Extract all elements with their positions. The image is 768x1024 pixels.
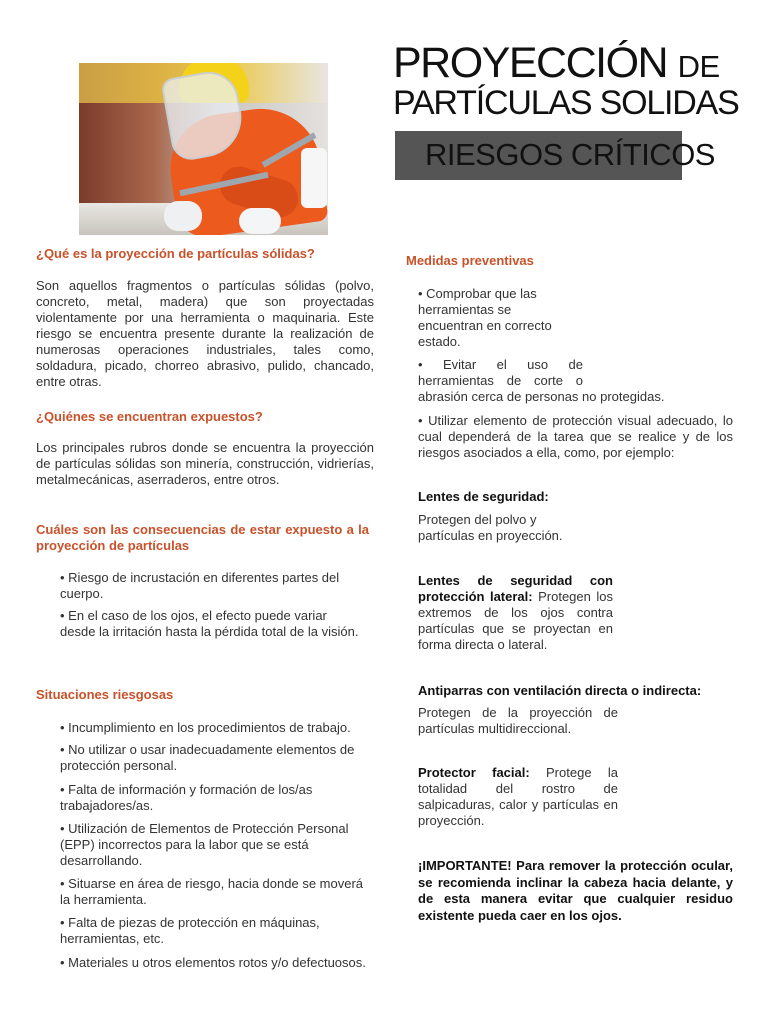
section-heading-risky-situations: Situaciones riesgosas bbox=[36, 687, 174, 702]
list-item-continued: abrasión cerca de personas no protegidas. bbox=[418, 389, 665, 404]
page-title-line2: PARTÍCULAS SOLIDAS bbox=[393, 84, 739, 122]
list-item: • No utilizar o usar inadecuadamente elementos de protección personal. bbox=[60, 742, 355, 773]
list-item: • Materiales u otros elementos rotos y/o defectuosos. bbox=[60, 955, 366, 970]
list-item: • Situarse en área de riesgo, hacia donde se moverá la herramienta. bbox=[60, 876, 364, 907]
list-item: • Comprobar que las herramientas se encuentran en correcto estado. bbox=[418, 286, 552, 349]
goggles-body: Protegen de la proyección de partículas multidireccional. bbox=[418, 705, 618, 736]
worker-photo bbox=[79, 63, 328, 235]
page-title: PROYECCIÓN DE bbox=[393, 39, 720, 87]
section-heading-what: ¿Qué es la proyección de partículas sólidas? bbox=[36, 246, 315, 261]
list-item: • Falta de información y formación de los/as trabajadores/as. bbox=[60, 782, 313, 813]
risk-banner bbox=[395, 131, 715, 180]
section-heading-exposed: ¿Quiénes se encuentran expuestos? bbox=[36, 409, 263, 424]
banner-label: RIESGOS CRÍTICOS bbox=[425, 137, 715, 172]
list-item: • Riesgo de incrustación en diferentes partes del cuerpo. bbox=[60, 570, 340, 601]
section-body-what: Son aquellos fragmentos o partículas sólidas (polvo, concreto, metal, madera) que son proyectadas violentamente por una herramienta o maquinaria. Este riesgo se encuentra presente durante la realización de numerosas operaciones industriales, tales como, soldadura, picado, chorreo abrasivo, pulido, chancado, entre otras. bbox=[36, 278, 374, 389]
important-note: ¡IMPORTANTE! Para remover la protección ocular, se recomienda inclinar la cabeza hacia delante, y de esta manera evitar que cualquier residuo existente pueda caer en los ojos. bbox=[418, 858, 733, 923]
side-protection-item: Lentes de seguridad con protección lateral: Protegen los extremos de los ojos contra partículas que se proyectan en forma directa o lateral. bbox=[418, 573, 613, 652]
section-heading-consequences: Cuáles son las consecuencias de estar expuesto a la proyección de partículas bbox=[36, 522, 369, 553]
list-item: • Utilización de Elementos de Protección Personal (EPP) incorrectos para la labor que se está desarrollando. bbox=[60, 821, 349, 868]
face-shield-item: Protector facial: Protege la totalidad del rostro de salpicaduras, calor y partículas en proyección. bbox=[418, 765, 618, 828]
glasses-body: Protegen del polvo y partículas en proyección. bbox=[418, 512, 563, 543]
section-heading-preventive: Medidas preventivas bbox=[406, 253, 534, 268]
section-body-exposed: Los principales rubros donde se encuentra la proyección de partículas sólidas son minería, construcción, vidrierías, metalmecánicas, aserraderos, entre otros. bbox=[36, 440, 374, 487]
list-item: • Evitar el uso de herramientas de corte o bbox=[418, 357, 583, 388]
list-item: • Utilizar elemento de protección visual adecuado, lo cual dependerá de la tarea que se realice y de los riesgos asociados a ella, como, por ejemplo: bbox=[418, 413, 733, 460]
list-item: • Falta de piezas de protección en máquinas, herramientas, etc. bbox=[60, 915, 320, 946]
list-item: • Incumplimiento en los procedimientos de trabajo. bbox=[60, 720, 351, 735]
list-item: • En el caso de los ojos, el efecto puede variar desde la irritación hasta la pérdida total de la visión. bbox=[60, 608, 359, 639]
glasses-heading: Lentes de seguridad: bbox=[418, 489, 549, 504]
goggles-heading: Antiparras con ventilación directa o indirecta: bbox=[418, 683, 702, 698]
